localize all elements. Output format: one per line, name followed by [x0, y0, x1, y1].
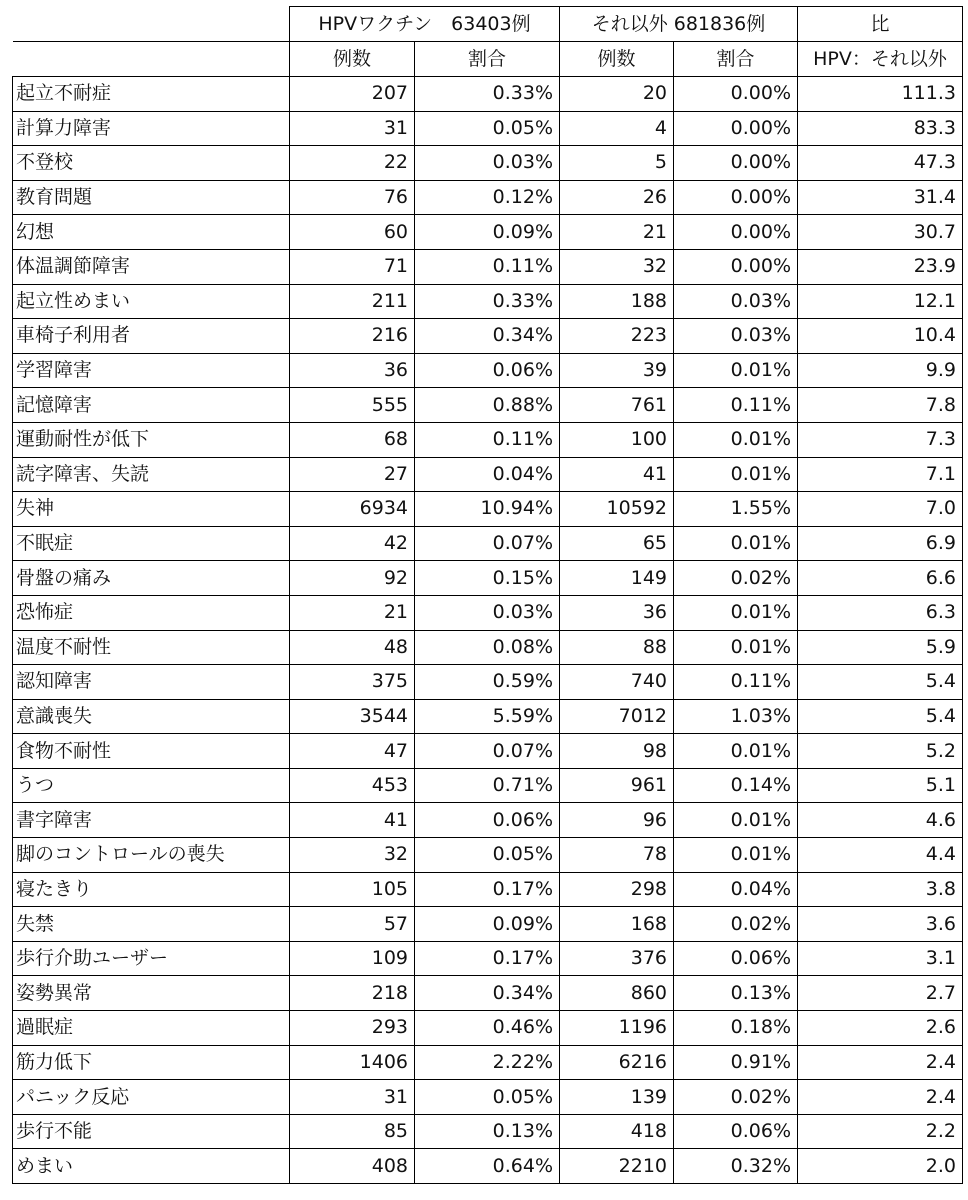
hpv-rate-cell: 0.33% — [415, 284, 560, 319]
hpv-count-cell: 42 — [290, 526, 415, 561]
ratio-cell: 10.4 — [798, 319, 963, 354]
other-rate-cell: 0.06% — [674, 941, 798, 976]
other-rate-header: 割合 — [674, 42, 798, 77]
hpv-count-cell: 211 — [290, 284, 415, 319]
symptom-name-cell: 不登校 — [13, 146, 290, 181]
other-rate-cell: 0.03% — [674, 319, 798, 354]
symptom-name-cell: 歩行不能 — [13, 1114, 290, 1149]
hpv-count-header: 例数 — [290, 42, 415, 77]
hpv-rate-cell: 0.07% — [415, 734, 560, 769]
ratio-cell: 2.2 — [798, 1114, 963, 1149]
hpv-rate-cell: 0.05% — [415, 111, 560, 146]
hpv-count-cell: 218 — [290, 976, 415, 1011]
other-rate-cell: 1.03% — [674, 699, 798, 734]
ratio-cell: 2.4 — [798, 1045, 963, 1080]
other-rate-cell: 0.01% — [674, 595, 798, 630]
symptom-name-cell: 過眠症 — [13, 1011, 290, 1046]
hpv-count-cell: 21 — [290, 595, 415, 630]
other-rate-cell: 0.01% — [674, 734, 798, 769]
hpv-count-cell: 27 — [290, 457, 415, 492]
other-rate-cell: 0.32% — [674, 1149, 798, 1184]
symptom-name-cell: 車椅子利用者 — [13, 319, 290, 354]
other-count-cell: 10592 — [560, 492, 674, 527]
hpv-count-cell: 31 — [290, 111, 415, 146]
symptom-name-cell: 姿勢異常 — [13, 976, 290, 1011]
other-group-header: それ以外 681836例 — [560, 7, 798, 42]
other-rate-cell: 0.14% — [674, 768, 798, 803]
table-row — [13, 838, 963, 873]
other-count-cell: 961 — [560, 768, 674, 803]
other-rate-cell: 0.02% — [674, 907, 798, 942]
hpv-count-cell: 555 — [290, 388, 415, 423]
ratio-cell: 6.3 — [798, 595, 963, 630]
other-rate-cell: 0.01% — [674, 353, 798, 388]
ratio-cell: 9.9 — [798, 353, 963, 388]
table-row — [13, 457, 963, 492]
other-rate-cell: 0.13% — [674, 976, 798, 1011]
symptom-name-cell: 意識喪失 — [13, 699, 290, 734]
other-count-cell: 96 — [560, 803, 674, 838]
ratio-cell: 2.0 — [798, 1149, 963, 1184]
other-count-cell: 98 — [560, 734, 674, 769]
other-count-cell: 6216 — [560, 1045, 674, 1080]
symptom-name-cell: 歩行介助ユーザー — [13, 941, 290, 976]
ratio-cell: 5.4 — [798, 665, 963, 700]
ratio-cell: 7.8 — [798, 388, 963, 423]
table-row — [13, 872, 963, 907]
symptom-name-cell: 幻想 — [13, 215, 290, 250]
ratio-cell: 5.9 — [798, 630, 963, 665]
table-row — [13, 768, 963, 803]
other-count-cell: 26 — [560, 180, 674, 215]
other-rate-cell: 0.02% — [674, 1080, 798, 1115]
symptom-name-cell: 温度不耐性 — [13, 630, 290, 665]
other-rate-cell: 0.91% — [674, 1045, 798, 1080]
ratio-cell: 7.0 — [798, 492, 963, 527]
table-row — [13, 595, 963, 630]
symptom-name-cell: 起立不耐症 — [13, 77, 290, 112]
other-rate-cell: 0.00% — [674, 77, 798, 112]
hpv-rate-cell: 0.11% — [415, 422, 560, 457]
other-rate-cell: 0.00% — [674, 215, 798, 250]
other-count-cell: 4 — [560, 111, 674, 146]
hpv-count-cell: 3544 — [290, 699, 415, 734]
hpv-rate-cell: 0.05% — [415, 838, 560, 873]
ratio-cell: 5.4 — [798, 699, 963, 734]
other-count-cell: 41 — [560, 457, 674, 492]
table-row — [13, 422, 963, 457]
hpv-count-cell: 6934 — [290, 492, 415, 527]
hpv-count-cell: 408 — [290, 1149, 415, 1184]
hpv-count-cell: 85 — [290, 1114, 415, 1149]
other-count-cell: 88 — [560, 630, 674, 665]
hpv-count-cell: 375 — [290, 665, 415, 700]
symptom-name-cell: 寝たきり — [13, 872, 290, 907]
hpv-count-cell: 216 — [290, 319, 415, 354]
hpv-rate-cell: 0.17% — [415, 941, 560, 976]
symptom-name-cell: 脚のコントロールの喪失 — [13, 838, 290, 873]
hpv-rate-cell: 10.94% — [415, 492, 560, 527]
hpv-count-cell: 76 — [290, 180, 415, 215]
hpv-rate-cell: 0.03% — [415, 595, 560, 630]
table-row — [13, 1080, 963, 1115]
corner-blank-cell — [13, 7, 290, 42]
other-count-cell: 7012 — [560, 699, 674, 734]
symptom-name-cell: 失禁 — [13, 907, 290, 942]
other-count-cell: 21 — [560, 215, 674, 250]
ratio-cell: 2.6 — [798, 1011, 963, 1046]
group-header-row — [13, 7, 963, 42]
table-row — [13, 388, 963, 423]
table-row — [13, 1045, 963, 1080]
other-count-cell: 761 — [560, 388, 674, 423]
hpv-count-cell: 32 — [290, 838, 415, 873]
ratio-cell: 12.1 — [798, 284, 963, 319]
hpv-rate-cell: 0.07% — [415, 526, 560, 561]
other-count-cell: 78 — [560, 838, 674, 873]
table-row — [13, 284, 963, 319]
symptom-name-cell: 運動耐性が低下 — [13, 422, 290, 457]
hpv-count-cell: 71 — [290, 249, 415, 284]
other-count-cell: 39 — [560, 353, 674, 388]
table-row — [13, 976, 963, 1011]
comparison-table — [12, 6, 963, 1184]
hpv-count-cell: 1406 — [290, 1045, 415, 1080]
hpv-rate-cell: 0.71% — [415, 768, 560, 803]
hpv-rate-cell: 0.59% — [415, 665, 560, 700]
table-row — [13, 1114, 963, 1149]
table-row — [13, 907, 963, 942]
other-count-header: 例数 — [560, 42, 674, 77]
table-row — [13, 526, 963, 561]
hpv-rate-cell: 0.05% — [415, 1080, 560, 1115]
other-rate-cell: 0.01% — [674, 803, 798, 838]
hpv-count-cell: 68 — [290, 422, 415, 457]
symptom-name-cell: めまい — [13, 1149, 290, 1184]
other-rate-cell: 0.11% — [674, 665, 798, 700]
corner-blank-cell — [13, 42, 290, 77]
symptom-name-cell: 筋力低下 — [13, 1045, 290, 1080]
table-row — [13, 215, 963, 250]
other-count-cell: 1196 — [560, 1011, 674, 1046]
other-count-cell: 223 — [560, 319, 674, 354]
table-row — [13, 665, 963, 700]
ratio-cell: 47.3 — [798, 146, 963, 181]
other-count-cell: 418 — [560, 1114, 674, 1149]
hpv-count-cell: 47 — [290, 734, 415, 769]
other-rate-cell: 0.01% — [674, 526, 798, 561]
table-row — [13, 180, 963, 215]
other-rate-cell: 0.01% — [674, 422, 798, 457]
other-count-cell: 20 — [560, 77, 674, 112]
ratio-cell: 3.1 — [798, 941, 963, 976]
symptom-name-cell: 食物不耐性 — [13, 734, 290, 769]
symptom-name-cell: 計算力障害 — [13, 111, 290, 146]
table-row — [13, 249, 963, 284]
symptom-name-cell: 起立性めまい — [13, 284, 290, 319]
ratio-cell: 7.3 — [798, 422, 963, 457]
hpv-rate-cell: 0.09% — [415, 215, 560, 250]
ratio-cell: 7.1 — [798, 457, 963, 492]
hpv-count-cell: 92 — [290, 561, 415, 596]
ratio-cell: 6.9 — [798, 526, 963, 561]
hpv-rate-cell: 0.06% — [415, 353, 560, 388]
other-rate-cell: 0.04% — [674, 872, 798, 907]
hpv-rate-cell: 0.33% — [415, 77, 560, 112]
hpv-rate-cell: 0.34% — [415, 976, 560, 1011]
ratio-group-header: 比 — [798, 7, 963, 42]
table-row — [13, 941, 963, 976]
hpv-count-cell: 105 — [290, 872, 415, 907]
symptom-name-cell: 書字障害 — [13, 803, 290, 838]
other-rate-cell: 0.00% — [674, 249, 798, 284]
table-row — [13, 111, 963, 146]
hpv-rate-cell: 0.15% — [415, 561, 560, 596]
other-count-cell: 860 — [560, 976, 674, 1011]
other-count-cell: 32 — [560, 249, 674, 284]
other-rate-cell: 0.01% — [674, 838, 798, 873]
other-count-cell: 5 — [560, 146, 674, 181]
table-row — [13, 630, 963, 665]
ratio-cell: 3.8 — [798, 872, 963, 907]
hpv-count-cell: 48 — [290, 630, 415, 665]
other-count-cell: 740 — [560, 665, 674, 700]
ratio-cell: 30.7 — [798, 215, 963, 250]
symptom-name-cell: 読字障害、失読 — [13, 457, 290, 492]
hpv-rate-cell: 0.04% — [415, 457, 560, 492]
ratio-cell: 2.7 — [798, 976, 963, 1011]
symptom-name-cell: 学習障害 — [13, 353, 290, 388]
hpv-rate-cell: 0.06% — [415, 803, 560, 838]
other-count-cell: 65 — [560, 526, 674, 561]
hpv-rate-cell: 5.59% — [415, 699, 560, 734]
ratio-cell: 3.6 — [798, 907, 963, 942]
symptom-name-cell: 体温調節障害 — [13, 249, 290, 284]
table-row — [13, 734, 963, 769]
other-count-cell: 376 — [560, 941, 674, 976]
hpv-count-cell: 31 — [290, 1080, 415, 1115]
hpv-rate-cell: 2.22% — [415, 1045, 560, 1080]
sub-header-row — [13, 42, 963, 77]
other-count-cell: 2210 — [560, 1149, 674, 1184]
other-rate-cell: 0.00% — [674, 111, 798, 146]
hpv-rate-cell: 0.03% — [415, 146, 560, 181]
other-rate-cell: 0.01% — [674, 457, 798, 492]
symptom-name-cell: パニック反応 — [13, 1080, 290, 1115]
hpv-rate-cell: 0.46% — [415, 1011, 560, 1046]
ratio-cell: 2.4 — [798, 1080, 963, 1115]
symptom-name-cell: 記憶障害 — [13, 388, 290, 423]
hpv-count-cell: 36 — [290, 353, 415, 388]
other-count-cell: 298 — [560, 872, 674, 907]
hpv-count-cell: 60 — [290, 215, 415, 250]
other-rate-cell: 0.11% — [674, 388, 798, 423]
table-body — [13, 77, 963, 1184]
table-row — [13, 1149, 963, 1184]
symptom-name-cell: うつ — [13, 768, 290, 803]
table-row — [13, 353, 963, 388]
table-row — [13, 319, 963, 354]
ratio-cell: 4.6 — [798, 803, 963, 838]
table-row — [13, 561, 963, 596]
ratio-cell: 31.4 — [798, 180, 963, 215]
ratio-header: HPV：それ以外 — [798, 42, 963, 77]
hpv-count-cell: 109 — [290, 941, 415, 976]
hpv-rate-cell: 0.64% — [415, 1149, 560, 1184]
hpv-rate-cell: 0.13% — [415, 1114, 560, 1149]
ratio-cell: 23.9 — [798, 249, 963, 284]
other-rate-cell: 0.03% — [674, 284, 798, 319]
symptom-name-cell: 教育問題 — [13, 180, 290, 215]
table-row — [13, 492, 963, 527]
hpv-count-cell: 41 — [290, 803, 415, 838]
hpv-count-cell: 293 — [290, 1011, 415, 1046]
hpv-count-cell: 207 — [290, 77, 415, 112]
other-rate-cell: 0.00% — [674, 180, 798, 215]
other-rate-cell: 0.06% — [674, 1114, 798, 1149]
table-row — [13, 699, 963, 734]
hpv-rate-cell: 0.17% — [415, 872, 560, 907]
symptom-name-cell: 失神 — [13, 492, 290, 527]
ratio-cell: 5.1 — [798, 768, 963, 803]
hpv-count-cell: 453 — [290, 768, 415, 803]
hpv-rate-cell: 0.09% — [415, 907, 560, 942]
hpv-group-header: HPVワクチン 63403例 — [290, 7, 560, 42]
ratio-cell: 111.3 — [798, 77, 963, 112]
other-rate-cell: 0.01% — [674, 630, 798, 665]
other-rate-cell: 0.18% — [674, 1011, 798, 1046]
other-count-cell: 188 — [560, 284, 674, 319]
ratio-cell: 83.3 — [798, 111, 963, 146]
hpv-rate-cell: 0.88% — [415, 388, 560, 423]
other-count-cell: 139 — [560, 1080, 674, 1115]
hpv-count-cell: 57 — [290, 907, 415, 942]
symptom-name-cell: 不眠症 — [13, 526, 290, 561]
hpv-rate-cell: 0.34% — [415, 319, 560, 354]
table-row — [13, 803, 963, 838]
ratio-cell: 4.4 — [798, 838, 963, 873]
table-row — [13, 1011, 963, 1046]
other-count-cell: 149 — [560, 561, 674, 596]
other-rate-cell: 0.00% — [674, 146, 798, 181]
hpv-rate-cell: 0.11% — [415, 249, 560, 284]
other-count-cell: 168 — [560, 907, 674, 942]
ratio-cell: 5.2 — [798, 734, 963, 769]
hpv-rate-header: 割合 — [415, 42, 560, 77]
other-rate-cell: 0.02% — [674, 561, 798, 596]
hpv-rate-cell: 0.08% — [415, 630, 560, 665]
ratio-cell: 6.6 — [798, 561, 963, 596]
other-count-cell: 100 — [560, 422, 674, 457]
table-row — [13, 77, 963, 112]
hpv-count-cell: 22 — [290, 146, 415, 181]
symptom-name-cell: 認知障害 — [13, 665, 290, 700]
other-count-cell: 36 — [560, 595, 674, 630]
other-rate-cell: 1.55% — [674, 492, 798, 527]
symptom-name-cell: 恐怖症 — [13, 595, 290, 630]
table-row — [13, 146, 963, 181]
symptom-name-cell: 骨盤の痛み — [13, 561, 290, 596]
hpv-rate-cell: 0.12% — [415, 180, 560, 215]
